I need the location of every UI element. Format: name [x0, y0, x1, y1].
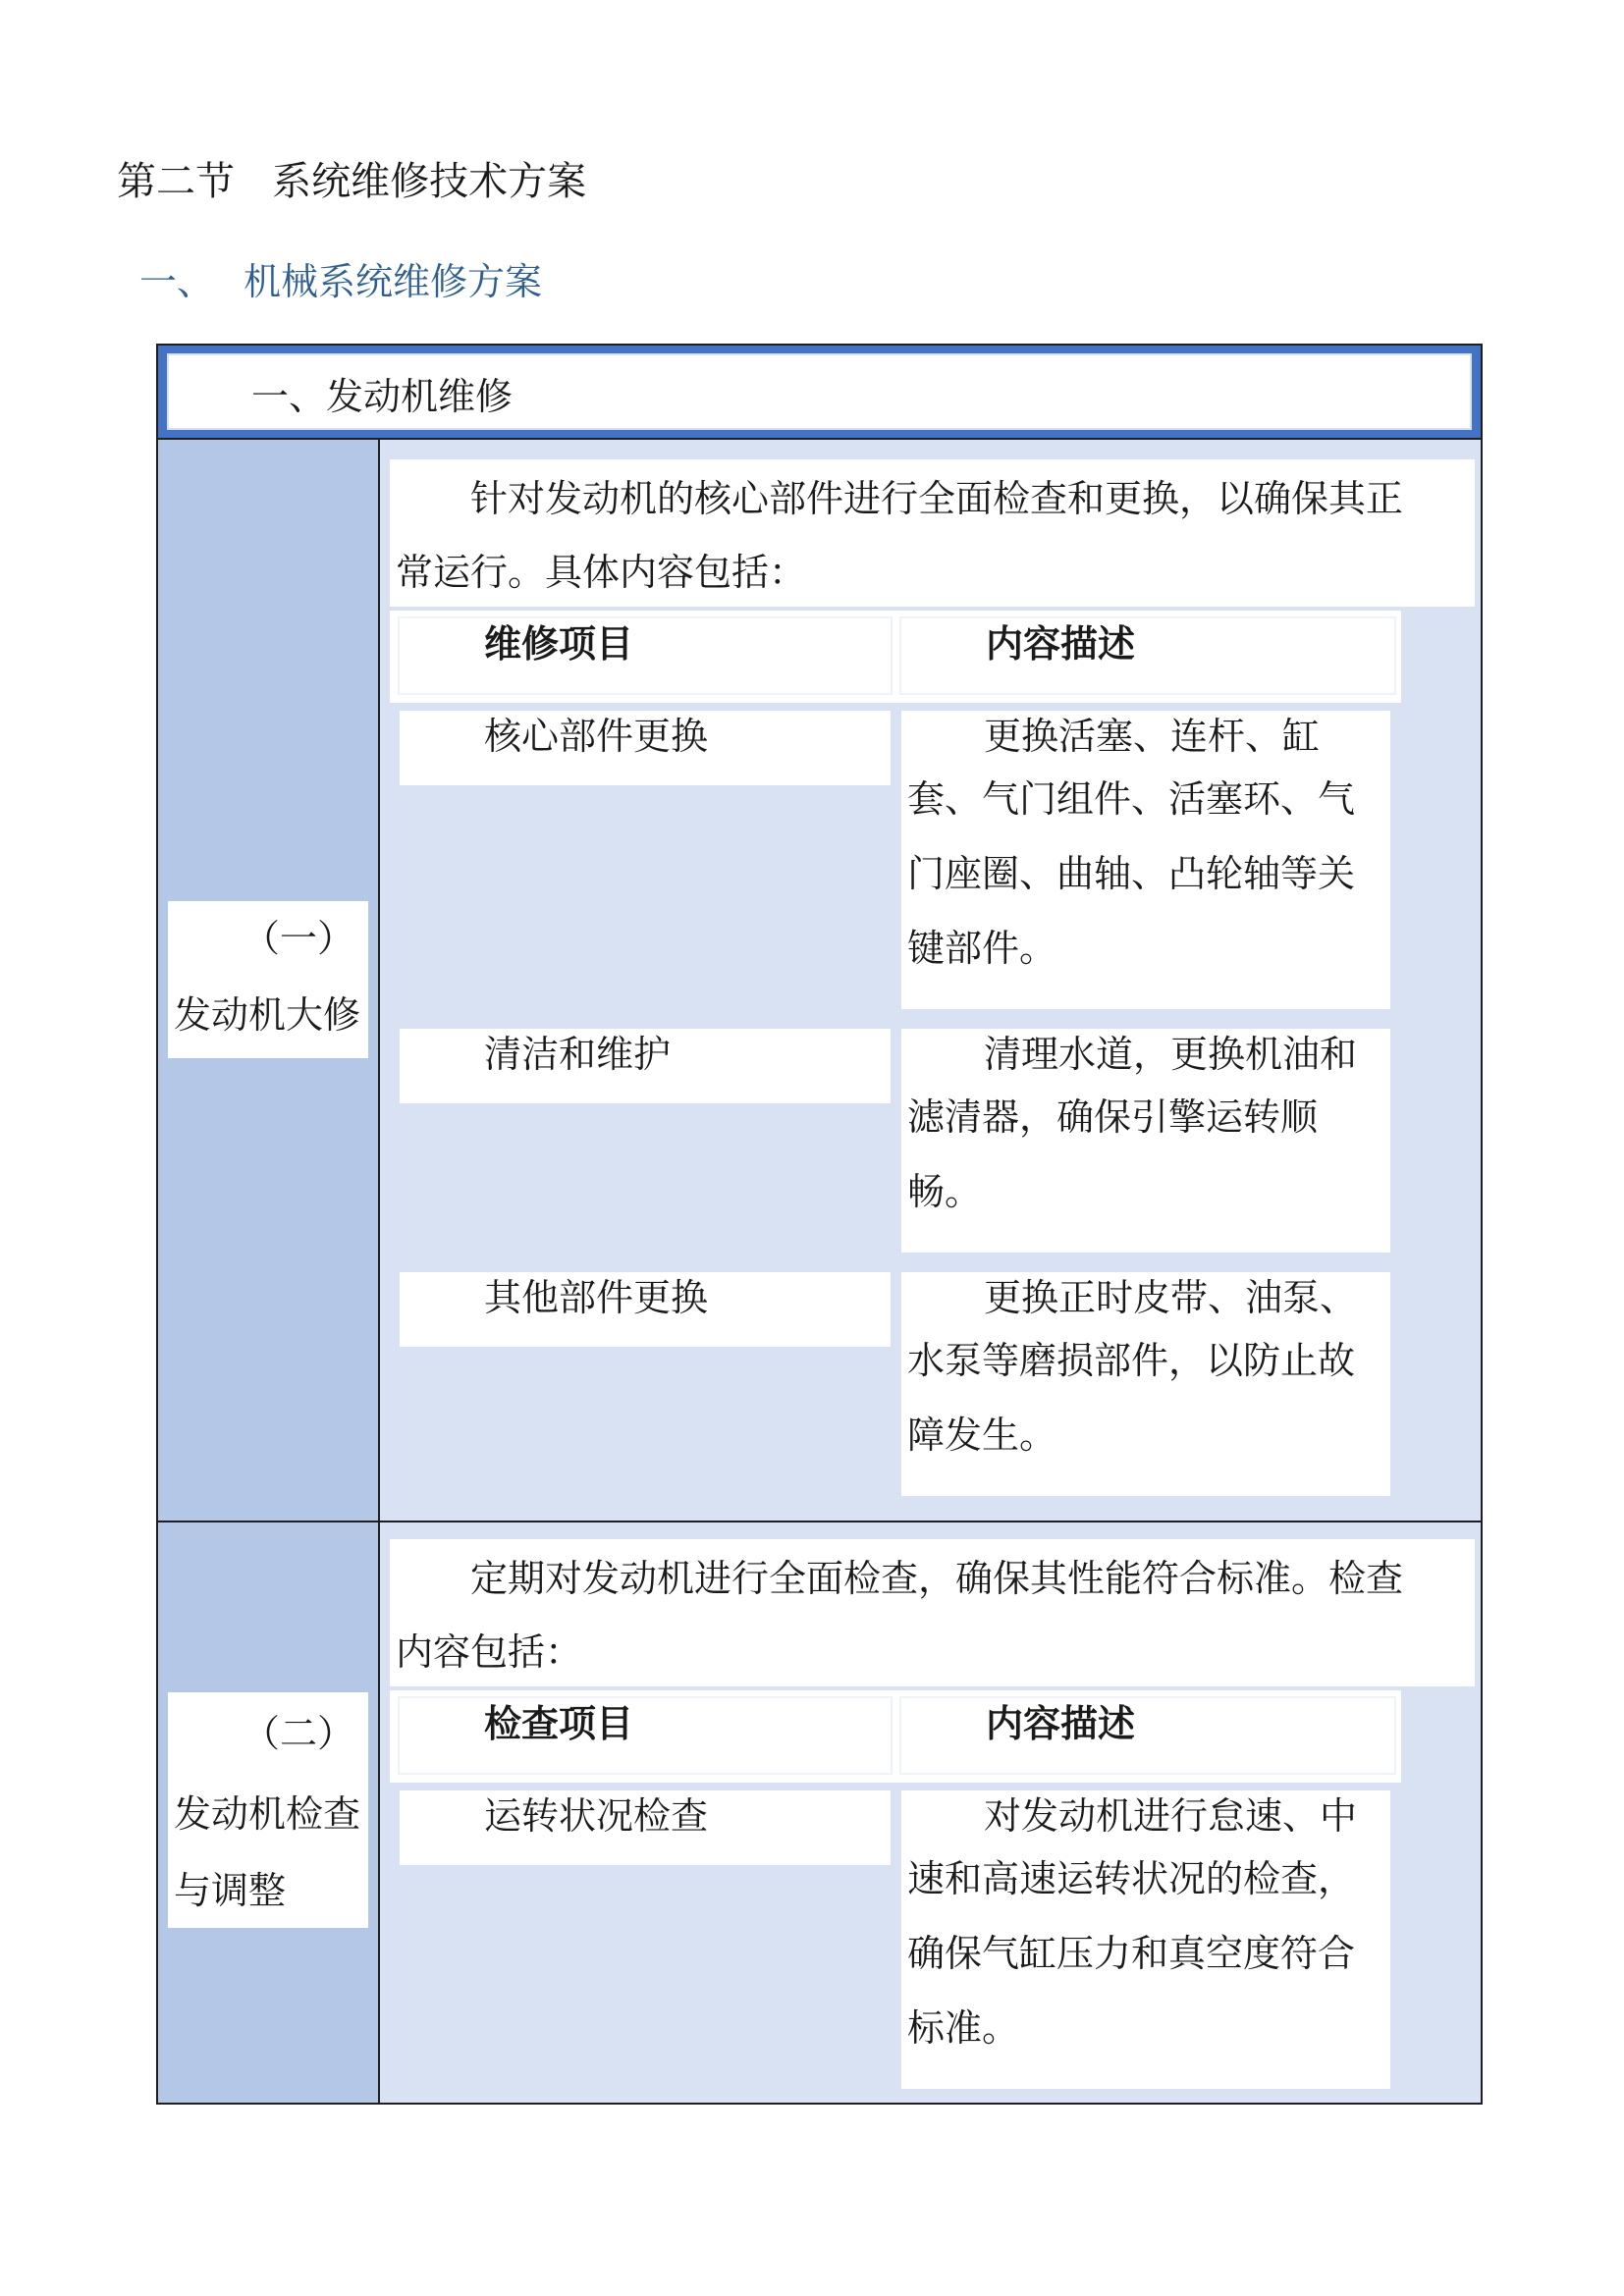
row-item-label: 清洁和维护 — [484, 1033, 672, 1076]
section2-header-item — [400, 1698, 891, 1773]
section-title: 第二节 系统维修技术方案 — [117, 159, 587, 204]
row-desc — [901, 711, 1390, 1009]
header-item-label: 检查项目 — [484, 1701, 634, 1745]
row-desc-line: 畅。 — [907, 1170, 983, 1213]
section1-header-item — [400, 618, 891, 693]
row-item — [400, 711, 891, 785]
header-desc-label: 内容描述 — [986, 1701, 1136, 1745]
row-desc-line: 更换正时皮带、油泵、 — [984, 1276, 1358, 1319]
row-desc-line: 对发动机进行怠速、中 — [984, 1794, 1358, 1838]
row-item-label: 其他部件更换 — [484, 1276, 709, 1319]
section2-intro-line2: 内容包括： — [396, 1630, 583, 1674]
row-desc — [901, 1272, 1390, 1496]
section2-header-desc — [901, 1698, 1394, 1773]
row-desc-line: 滤清器，确保引擎运转顺 — [907, 1095, 1319, 1139]
header-item-label: 维修项目 — [484, 621, 634, 666]
section2-intro-line1: 定期对发动机进行全面检查，确保其性能符合标准。检查 — [470, 1557, 1404, 1600]
table-title: 一、发动机维修 — [251, 375, 514, 418]
section1-label-number: （一） — [242, 917, 354, 960]
row-desc-line: 清理水道，更换机油和 — [984, 1033, 1358, 1076]
row-item — [400, 1790, 891, 1865]
section1-intro-line1: 针对发动机的核心部件进行全面检查和更换，以确保其正 — [470, 477, 1404, 520]
section2-label-name-line2: 与调整 — [174, 1869, 287, 1912]
header-desc-label: 内容描述 — [986, 621, 1136, 666]
row-item — [400, 1029, 891, 1103]
row-desc — [901, 1790, 1390, 2089]
row-desc-line: 键部件。 — [907, 927, 1057, 970]
section2-label-box — [168, 1692, 368, 1928]
section1-header-desc — [901, 618, 1394, 693]
row-desc-line: 水泵等磨损部件，以防止故 — [907, 1339, 1356, 1382]
row-desc — [901, 1029, 1390, 1253]
row-item-label: 运转状况检查 — [484, 1794, 709, 1838]
row-item — [400, 1272, 891, 1347]
section2-intro — [390, 1539, 1475, 1686]
row-item-label: 核心部件更换 — [484, 715, 709, 758]
row-desc-line: 速和高速运转状况的检查， — [907, 1857, 1356, 1900]
row-desc-line: 确保气缸压力和真空度符合 — [907, 1932, 1356, 1975]
section1-intro-line2: 常运行。具体内容包括： — [396, 551, 807, 594]
section1-intro — [390, 459, 1475, 607]
section1-label-box — [168, 901, 368, 1058]
section1-label-name: 发动机大修 — [174, 993, 361, 1037]
section2-label-number: （二） — [242, 1712, 354, 1755]
subsection-number: 一、 — [139, 260, 215, 303]
row-desc-line: 套、气门组件、活塞环、气 — [907, 777, 1356, 821]
row-desc-line: 障发生。 — [907, 1414, 1057, 1457]
subsection-title: 机械系统维修方案 — [244, 260, 543, 303]
row-desc-line: 标准。 — [907, 2006, 1020, 2050]
row-desc-line: 更换活塞、连杆、缸 — [984, 715, 1321, 758]
row-desc-line: 门座圈、曲轴、凸轮轴等关 — [907, 852, 1356, 895]
section2-label-name-line1: 发动机检查 — [174, 1792, 361, 1836]
